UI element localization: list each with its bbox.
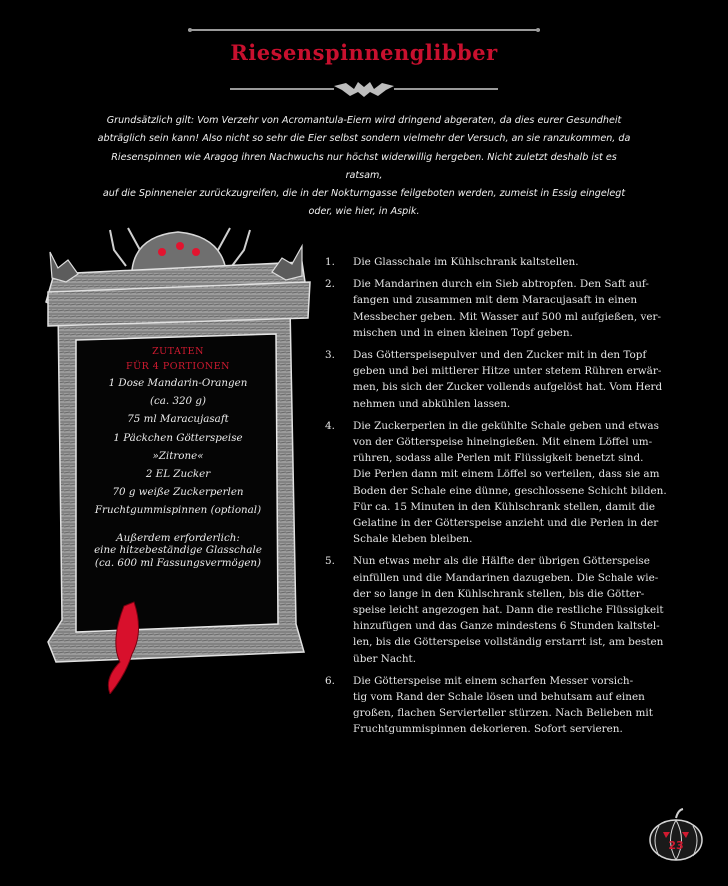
step-number: 2. (325, 278, 335, 291)
intro-line: oder, wie hier, in Aspik. (308, 206, 420, 218)
step-text: Nun etwas mehr als die Hälfte der übrigen Götterspeise einfüllen und die Mandarinen dazugeben. Die Schale wie- der so lange in den Kühlschrank stellen, bis die Götter- speise leicht angezogen hat. Dann die restliche Flüssigkeit hinzufügen und das Ganze mindestens 6 Stunden kaltstel- len, bis die Götterspeise vollständig erstarrt ist, am besten über Nacht. (353, 555, 664, 665)
ingredient-item: 1 Päckchen Götterspeise (113, 431, 243, 444)
step-text: Die Glasschale im Kühlschrank kaltstellen. (353, 256, 579, 268)
step-item (325, 276, 677, 341)
bat-ornament-icon (230, 78, 498, 100)
step-number: 4. (325, 419, 335, 432)
step-item (325, 347, 677, 412)
step-text: Die Götterspeise mit einem scharfen Messer vorsich- tig vom Rand der Schale lösen und behutsam auf einen großen, flachen Servierteller stürzen. Nach Belieben mit Fruchtgummispinnen dekorieren. Sofort servieren. (353, 674, 653, 736)
ingredient-item: 2 EL Zucker (145, 468, 211, 481)
step-text: Die Mandarinen durch ein Sieb abtropfen. Den Saft auf- fangen und zusammen mit dem Maracujasaft in einen Messbecher geben. Mit Wasser auf 500 ml aufgießen, ver- mischen und in einen kleinen Topf geben. (353, 278, 661, 339)
ingredient-item: (ca. 320 g) (149, 395, 206, 408)
intro-line: Grundsätzlich gilt: Vom Verzehr von Acromantula-Eiern wird dringend abgeraten, da dies eurer Gesundheit (106, 115, 622, 126)
page-title: Riesenspinnenglibber (230, 40, 498, 65)
instructions-list (325, 254, 677, 744)
ingredient-item: Fruchtgummispinnen (optional) (94, 504, 262, 517)
step-number: 3. (325, 349, 335, 362)
ingredient-item: 75 ml Maracujasaft (127, 413, 229, 426)
intro-line: Riesenspinnen wie Aragog ihren Nachwuchs nur höchst widerwillig hergeben. Nicht zuletzt deshalb ist es ratsam, (111, 151, 617, 181)
step-number: 1. (325, 256, 335, 268)
intro-text (96, 112, 632, 222)
ingredient-item: »Zitrone« (152, 449, 204, 462)
required-line: eine hitzebeständige Glasschale (94, 544, 262, 557)
step-item (325, 254, 677, 270)
step-text: Die Zuckerperlen in die gekühlte Schale geben und etwas von der Götterspeise hineingießen. Mit einem Löffel um- rühren, sodass alle Perlen mit Flüssigkeit benetzt sind. Die Perlen dann mit einem Löffel so verteilen, dass sie am Boden der Schale eine dünne, geschlossene Schicht bilden. Für ca. 15 Minuten in den Kühlschrank stellen, damit die Gelatine in der Götterspeise anzieht und die Perlen in der Schale kleben bleiben. (353, 419, 667, 546)
intro-line: auf die Spinneneier zurückzugreifen, die in der Nokturngasse feilgeboten werden, zumeist in Essig eingelegt (102, 188, 626, 200)
step-item (325, 418, 677, 548)
step-item (325, 673, 677, 738)
required-line: Außerdem erforderlich: (116, 531, 240, 544)
ingredients-heading: ZUTATEN (152, 346, 204, 357)
ingredients-box (78, 344, 278, 569)
ingredient-item: 1 Dose Mandarin-Orangen (108, 377, 248, 389)
step-text: Das Götterspeisepulver und den Zucker mit in den Topf geben und bei mittlerer Hitze unter stetem Rühren erwär- men, bis sich der Zucker vollends aufgelöst hat. Vom Herd nehmen und abkühlen lassen. (353, 349, 663, 410)
top-divider (188, 28, 540, 32)
step-number: 5. (325, 555, 335, 568)
step-number: 6. (325, 674, 335, 687)
intro-line: abträglich sein kann! Also nicht so sehr die Eier selbst sondern vielmehr der Versuch, an sie ranzukommen, da (97, 133, 631, 145)
ingredient-item: 70 g weiße Zuckerperlen (112, 486, 244, 499)
required-line: (ca. 600 ml Fassungsvermögen) (94, 556, 262, 569)
pumpkin-icon (647, 808, 705, 862)
ingredients-portions: FÜR 4 PORTIONEN (126, 361, 230, 372)
step-item (325, 553, 677, 666)
page-number: 23 (668, 839, 684, 852)
